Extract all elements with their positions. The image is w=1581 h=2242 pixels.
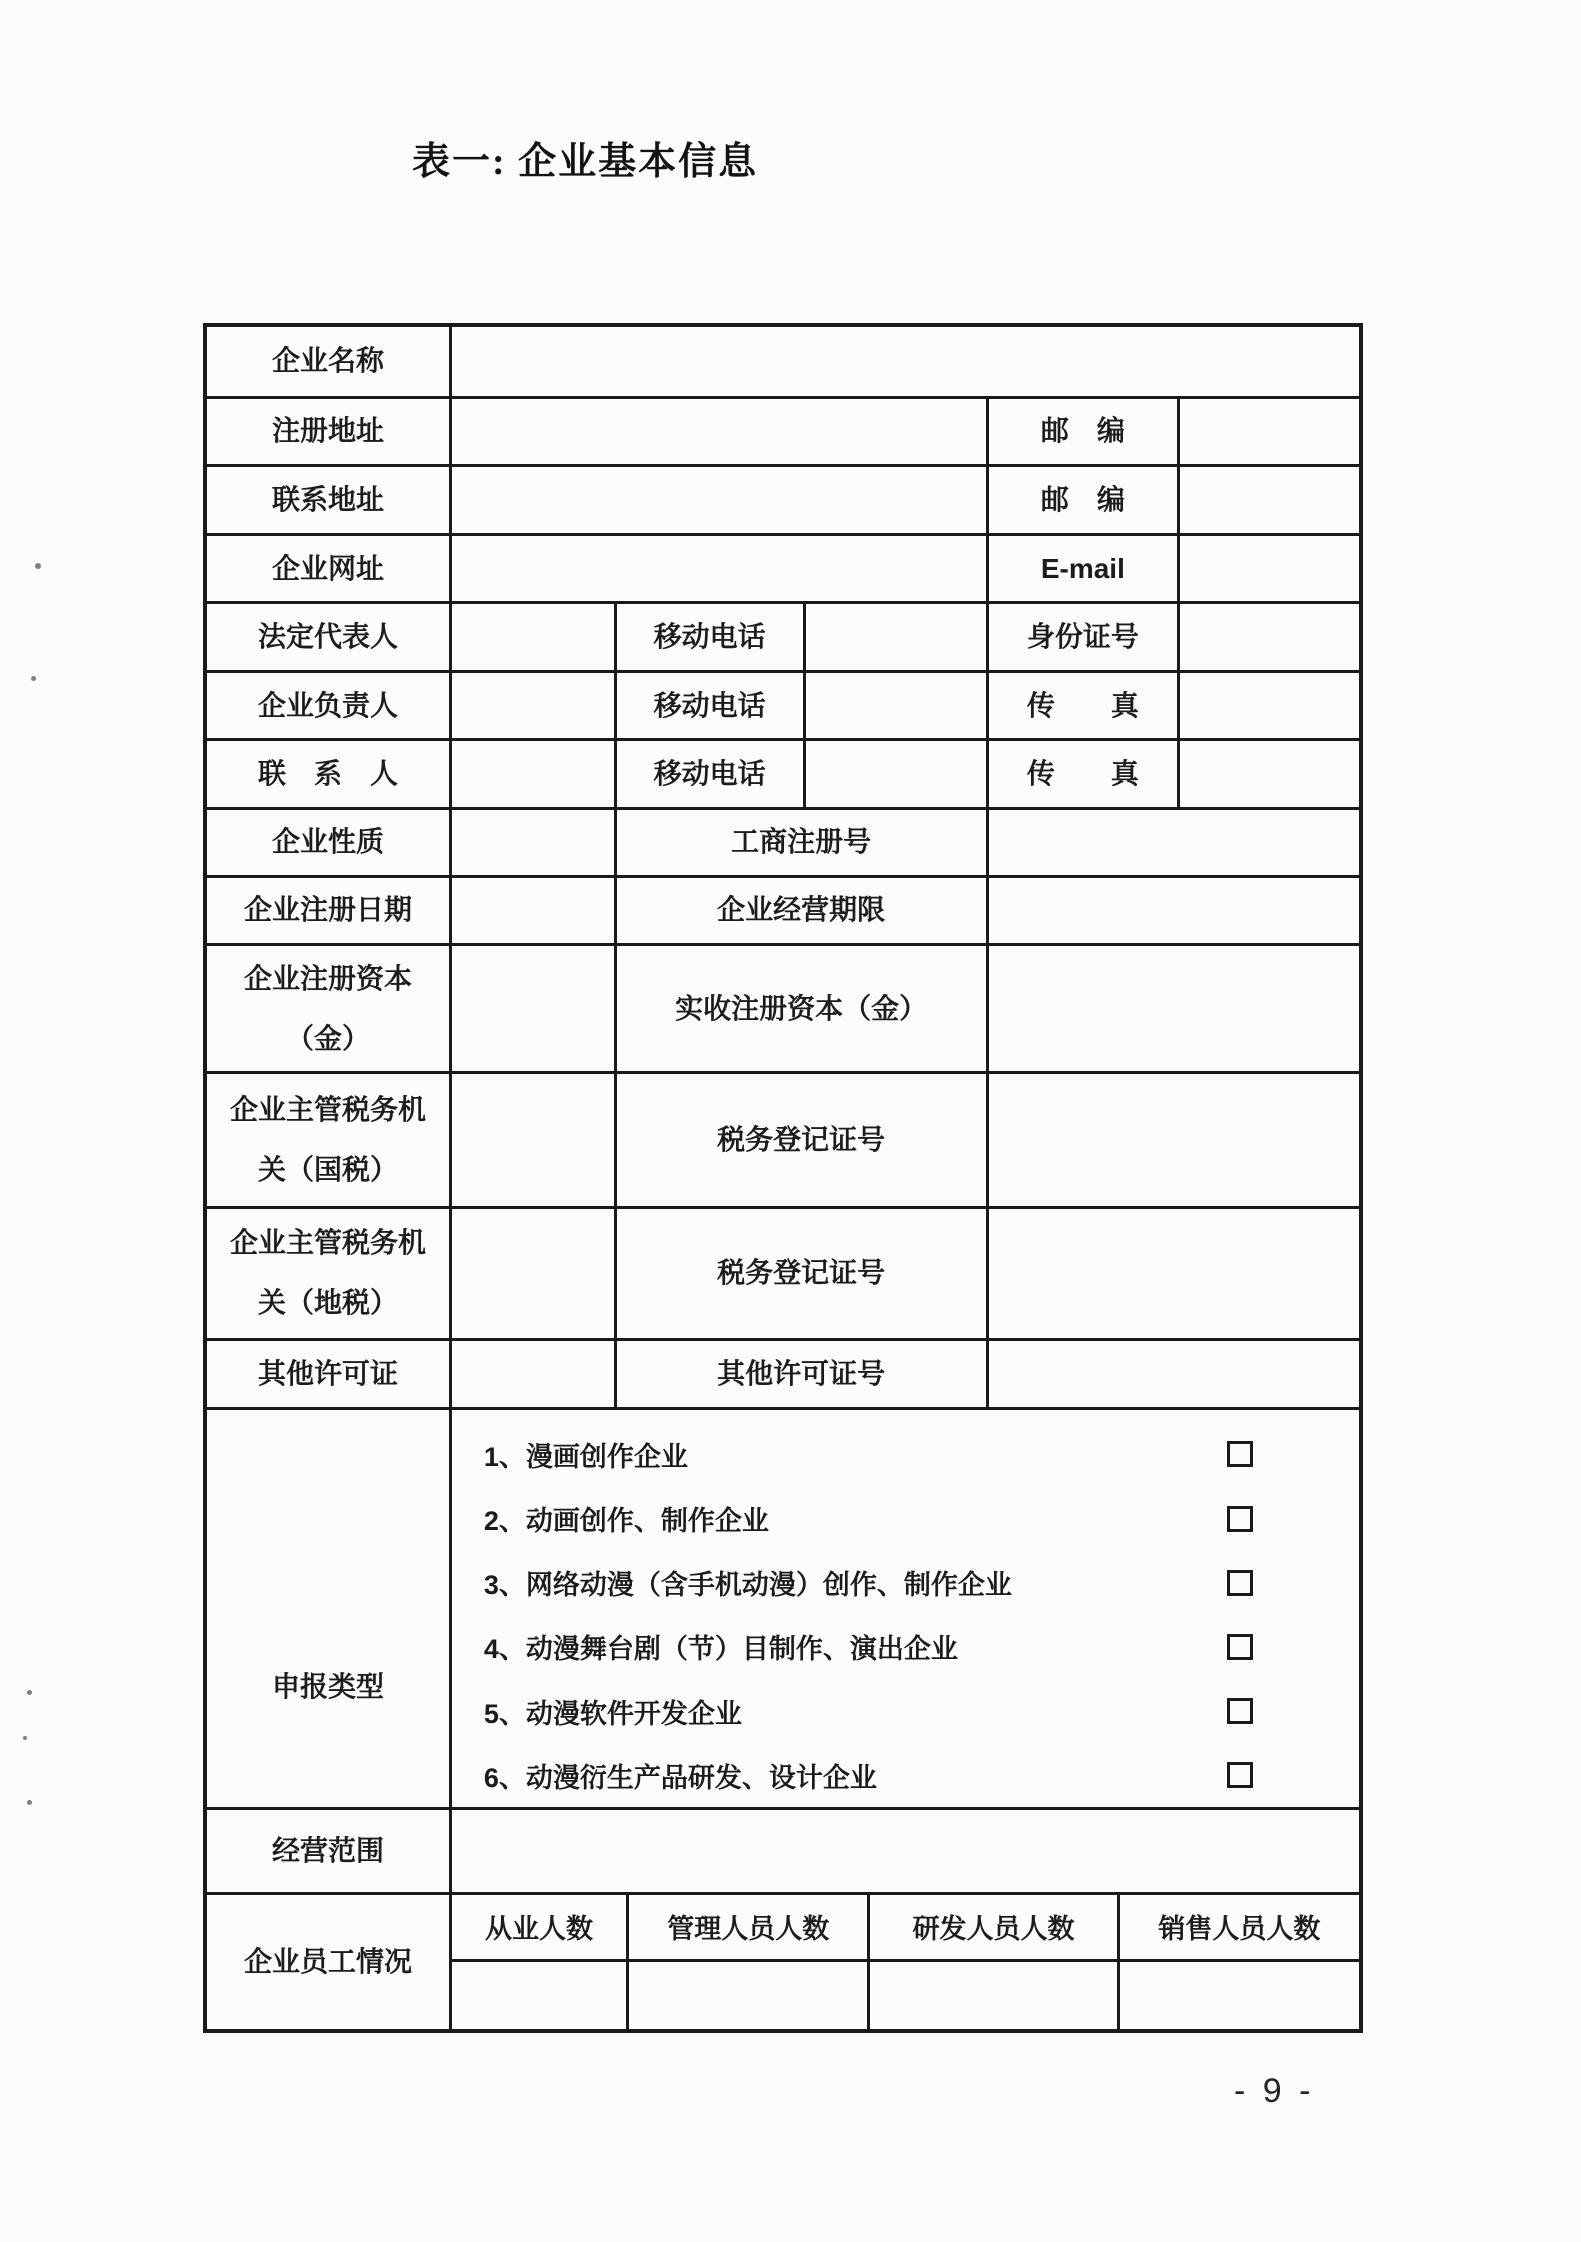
declaration-type-options bbox=[449, 1410, 1359, 1807]
declaration-option-4-text: 4、动漫舞台剧（节）目制作、演出企业 bbox=[483, 1634, 958, 1665]
scan-artifact-dot bbox=[27, 1690, 32, 1695]
table-row-website bbox=[207, 533, 1359, 602]
registered-capital-input[interactable] bbox=[449, 946, 614, 1071]
scan-artifact-dot bbox=[23, 1736, 27, 1740]
legal-representative-mobile-label: 移动电话 bbox=[614, 604, 803, 670]
contact-person-label: 联 系 人 bbox=[257, 758, 398, 790]
paid-in-capital-label: 实收注册资本（金） bbox=[614, 946, 986, 1071]
tax-authority-local-label: 企业主管税务机关（地税） bbox=[229, 1227, 426, 1319]
employees-header-row bbox=[452, 1895, 1359, 1962]
registered-address-zip-label: 邮 编 bbox=[986, 399, 1177, 465]
table-row-tax-authority-local bbox=[207, 1206, 1359, 1338]
id-number-input[interactable] bbox=[1177, 604, 1359, 670]
legal-representative-label: 法定代表人 bbox=[257, 621, 398, 653]
tax-authority-national-input[interactable] bbox=[449, 1074, 614, 1205]
contact-person-fax-input[interactable] bbox=[1177, 741, 1359, 807]
employees-value-row bbox=[452, 1962, 1359, 2029]
registered-capital-label: 企业注册资本（金） bbox=[243, 962, 412, 1054]
registration-date-input[interactable] bbox=[449, 878, 614, 944]
tax-registration-number-local-input[interactable] bbox=[986, 1209, 1359, 1338]
tax-registration-number-national-input[interactable] bbox=[986, 1074, 1359, 1205]
table-row-declaration-type bbox=[207, 1407, 1359, 1807]
declaration-option-6-text: 6、动漫衍生产品研发、设计企业 bbox=[483, 1762, 877, 1793]
contact-person-mobile-label: 移动电话 bbox=[614, 741, 803, 807]
paid-in-capital-input[interactable] bbox=[986, 946, 1359, 1071]
other-license-number-label: 其他许可证号 bbox=[614, 1341, 986, 1408]
table-row-contact-address bbox=[207, 464, 1359, 533]
contact-person-mobile-input[interactable] bbox=[803, 741, 986, 807]
business-registration-number-input[interactable] bbox=[986, 810, 1359, 875]
responsible-person-label: 企业负责人 bbox=[257, 689, 398, 721]
table-row-enterprise-nature bbox=[207, 807, 1359, 875]
management-staff-header: 管理人员人数 bbox=[626, 1895, 867, 1959]
website-input[interactable] bbox=[449, 536, 986, 602]
declaration-checkbox-6[interactable] bbox=[1227, 1762, 1253, 1788]
tax-registration-number-national-label: 税务登记证号 bbox=[614, 1074, 986, 1205]
tax-authority-national-label: 企业主管税务机关（国税） bbox=[229, 1093, 426, 1185]
table-row-tax-authority-national bbox=[207, 1071, 1359, 1205]
business-term-input[interactable] bbox=[986, 878, 1359, 944]
page-title: 表一: 企业基本信息 bbox=[412, 141, 759, 183]
contact-person-input[interactable] bbox=[449, 741, 614, 807]
table-row-registered-capital bbox=[207, 943, 1359, 1071]
scan-artifact-dot bbox=[35, 563, 41, 569]
rd-staff-input[interactable] bbox=[867, 1962, 1116, 2029]
declaration-checkbox-5[interactable] bbox=[1227, 1698, 1253, 1724]
declaration-checkbox-1[interactable] bbox=[1227, 1441, 1253, 1467]
table-row-business-scope bbox=[207, 1807, 1359, 1891]
declaration-option-2 bbox=[452, 1487, 1359, 1551]
other-license-label: 其他许可证 bbox=[257, 1358, 398, 1390]
enterprise-nature-label: 企业性质 bbox=[271, 826, 384, 858]
rd-staff-header: 研发人员人数 bbox=[867, 1895, 1116, 1959]
contact-address-zip-label: 邮 编 bbox=[986, 467, 1177, 533]
tax-registration-number-local-label: 税务登记证号 bbox=[614, 1209, 986, 1338]
registered-address-label: 注册地址 bbox=[271, 415, 384, 447]
email-input[interactable] bbox=[1177, 536, 1359, 602]
business-scope-label: 经营范围 bbox=[271, 1835, 384, 1867]
other-license-number-input[interactable] bbox=[986, 1341, 1359, 1408]
declaration-checkbox-2[interactable] bbox=[1227, 1506, 1253, 1532]
declaration-option-2-text: 2、动画创作、制作企业 bbox=[483, 1506, 769, 1537]
table-row-responsible-person bbox=[207, 670, 1359, 739]
scan-artifact-dot bbox=[27, 1800, 32, 1805]
table-row-contact-person bbox=[207, 738, 1359, 807]
management-staff-input[interactable] bbox=[626, 1962, 867, 2029]
table-row-company-name bbox=[207, 327, 1359, 396]
employees-grid bbox=[449, 1895, 1359, 2029]
contact-address-zip-input[interactable] bbox=[1177, 467, 1359, 533]
registered-address-zip-input[interactable] bbox=[1177, 399, 1359, 465]
contact-person-fax-label: 传 真 bbox=[986, 741, 1177, 807]
declaration-option-3 bbox=[452, 1551, 1359, 1615]
registered-address-input[interactable] bbox=[449, 399, 986, 465]
legal-representative-mobile-input[interactable] bbox=[803, 604, 986, 670]
company-name-label: 企业名称 bbox=[271, 345, 384, 377]
website-label: 企业网址 bbox=[271, 552, 384, 584]
declaration-option-1 bbox=[452, 1422, 1359, 1486]
responsible-person-fax-label: 传 真 bbox=[986, 673, 1177, 739]
declaration-option-3-text: 3、网络动漫（含手机动漫）创作、制作企业 bbox=[483, 1570, 1012, 1601]
declaration-option-1-text: 1、漫画创作企业 bbox=[483, 1441, 688, 1472]
declaration-type-label: 申报类型 bbox=[271, 1670, 384, 1702]
table-row-legal-representative bbox=[207, 601, 1359, 670]
table-row-registered-address bbox=[207, 396, 1359, 465]
table-row-registration-date bbox=[207, 875, 1359, 944]
business-term-label: 企业经营期限 bbox=[614, 878, 986, 944]
responsible-person-fax-input[interactable] bbox=[1177, 673, 1359, 739]
business-registration-number-label: 工商注册号 bbox=[614, 810, 986, 875]
declaration-option-4 bbox=[452, 1615, 1359, 1679]
legal-representative-input[interactable] bbox=[449, 604, 614, 670]
contact-address-input[interactable] bbox=[449, 467, 986, 533]
page-number: - 9 - bbox=[1234, 2072, 1315, 2110]
contact-address-label: 联系地址 bbox=[271, 483, 384, 515]
total-staff-input[interactable] bbox=[452, 1962, 626, 2029]
responsible-person-mobile-input[interactable] bbox=[803, 673, 986, 739]
total-staff-header: 从业人数 bbox=[484, 1914, 593, 1945]
enterprise-nature-input[interactable] bbox=[449, 810, 614, 875]
declaration-checkbox-3[interactable] bbox=[1227, 1570, 1253, 1596]
employees-label: 企业员工情况 bbox=[243, 1945, 412, 1977]
scan-artifact-dot bbox=[31, 676, 36, 681]
table-row-employees bbox=[207, 1892, 1359, 2029]
registration-date-label: 企业注册日期 bbox=[243, 894, 412, 926]
other-license-input[interactable] bbox=[449, 1341, 614, 1408]
sales-staff-input[interactable] bbox=[1117, 1962, 1359, 2029]
declaration-option-6 bbox=[452, 1743, 1359, 1807]
business-scope-input[interactable] bbox=[449, 1810, 1359, 1891]
declaration-option-5 bbox=[452, 1679, 1359, 1743]
declaration-checkbox-4[interactable] bbox=[1227, 1634, 1253, 1660]
table-row-other-license bbox=[207, 1338, 1359, 1408]
tax-authority-local-input[interactable] bbox=[449, 1209, 614, 1338]
email-label: E-mail bbox=[986, 536, 1177, 602]
id-number-label: 身份证号 bbox=[986, 604, 1177, 670]
responsible-person-input[interactable] bbox=[449, 673, 614, 739]
responsible-person-mobile-label: 移动电话 bbox=[614, 673, 803, 739]
sales-staff-header: 销售人员人数 bbox=[1117, 1895, 1359, 1959]
enterprise-info-table bbox=[203, 323, 1363, 2033]
declaration-option-5-text: 5、动漫软件开发企业 bbox=[483, 1698, 742, 1729]
company-name-input[interactable] bbox=[449, 327, 1359, 396]
